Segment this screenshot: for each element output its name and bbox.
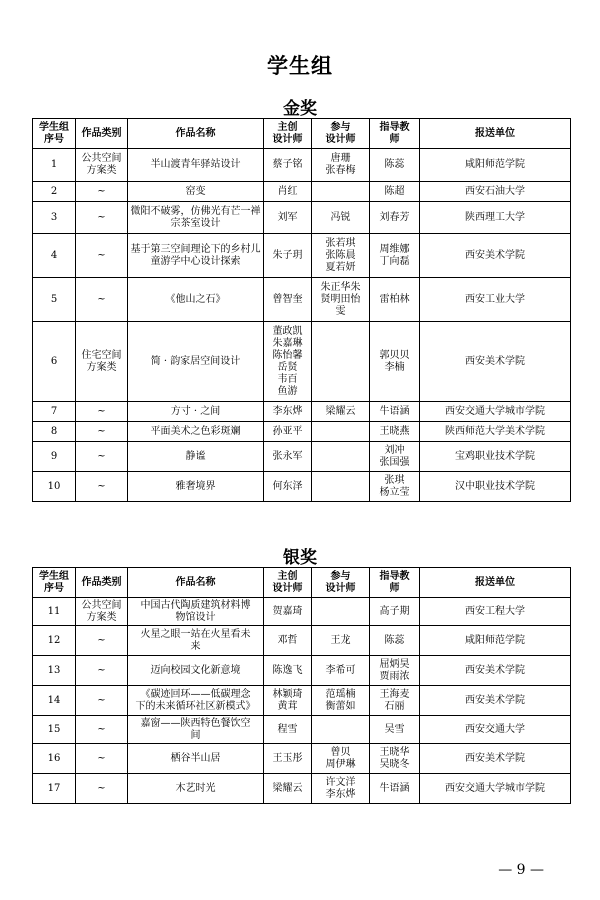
table-row bbox=[33, 686, 571, 716]
cell-work: 半山渡青年驿站设计 bbox=[128, 149, 264, 182]
cell-co-designer: 曾贝 周伊琳 bbox=[312, 744, 370, 774]
cell-co-designer bbox=[312, 598, 370, 626]
cell-category: ~ bbox=[76, 402, 128, 422]
cell-no: 2 bbox=[33, 182, 76, 202]
cell-main-designer: 何东泽 bbox=[264, 472, 312, 502]
cell-co-designer: 朱正华朱 贤明田怡 雯 bbox=[312, 278, 370, 322]
cell-advisor: 刘春芳 bbox=[370, 202, 420, 234]
cell-advisor: 陈蕊 bbox=[370, 149, 420, 182]
cell-no: 9 bbox=[33, 442, 76, 472]
cell-no: 10 bbox=[33, 472, 76, 502]
header-work: 作品名称 bbox=[128, 119, 264, 149]
cell-co-designer bbox=[312, 472, 370, 502]
cell-co-designer: 范瑶楠 衡蕾如 bbox=[312, 686, 370, 716]
silver-award-table bbox=[32, 567, 571, 804]
cell-no: 14 bbox=[33, 686, 76, 716]
cell-category: ~ bbox=[76, 442, 128, 472]
cell-category: ~ bbox=[76, 774, 128, 804]
cell-no: 3 bbox=[33, 202, 76, 234]
cell-advisor: 郭贝贝 李楠 bbox=[370, 322, 420, 402]
cell-work: 迈向校园文化新意境 bbox=[128, 656, 264, 686]
cell-category: ~ bbox=[76, 278, 128, 322]
cell-advisor: 刘冲 张国强 bbox=[370, 442, 420, 472]
table-row bbox=[33, 774, 571, 804]
cell-main-designer: 董政凯 朱嘉琳 陈怡馨 岳贤 韦百 鱼游 bbox=[264, 322, 312, 402]
cell-advisor: 周维娜 丁向磊 bbox=[370, 234, 420, 278]
cell-work: 方寸 · 之间 bbox=[128, 402, 264, 422]
cell-category: ~ bbox=[76, 234, 128, 278]
cell-work: 嘉窗——陕西特色餐饮空 间 bbox=[128, 716, 264, 744]
cell-work: 《他山之石》 bbox=[128, 278, 264, 322]
header-unit: 报送单位 bbox=[420, 119, 571, 149]
cell-unit: 西安交通大学 bbox=[420, 716, 571, 744]
cell-unit: 西安美术学院 bbox=[420, 744, 571, 774]
cell-category: ~ bbox=[76, 656, 128, 686]
cell-unit: 宝鸡职业技术学院 bbox=[420, 442, 571, 472]
cell-unit: 陕西理工大学 bbox=[420, 202, 571, 234]
cell-no: 12 bbox=[33, 626, 76, 656]
cell-advisor: 高子期 bbox=[370, 598, 420, 626]
cell-no: 1 bbox=[33, 149, 76, 182]
cell-unit: 西安石油大学 bbox=[420, 182, 571, 202]
cell-main-designer: 邓哲 bbox=[264, 626, 312, 656]
table-row bbox=[33, 598, 571, 626]
page-number: — 9 — bbox=[498, 862, 544, 878]
header-co-designer: 参与 设计师 bbox=[312, 568, 370, 598]
table-row bbox=[33, 422, 571, 442]
header-category: 作品类别 bbox=[76, 119, 128, 149]
cell-unit: 西安交通大学城市学院 bbox=[420, 774, 571, 804]
header-category: 作品类别 bbox=[76, 568, 128, 598]
cell-main-designer: 朱子玥 bbox=[264, 234, 312, 278]
table-row bbox=[33, 716, 571, 744]
cell-advisor: 牛语涵 bbox=[370, 402, 420, 422]
cell-category: ~ bbox=[76, 716, 128, 744]
cell-advisor: 王海麦 石丽 bbox=[370, 686, 420, 716]
table-row bbox=[33, 442, 571, 472]
cell-unit: 西安工业大学 bbox=[420, 278, 571, 322]
cell-advisor: 王晓燕 bbox=[370, 422, 420, 442]
cell-main-designer: 蔡子铭 bbox=[264, 149, 312, 182]
cell-co-designer bbox=[312, 322, 370, 402]
cell-unit: 西安交通大学城市学院 bbox=[420, 402, 571, 422]
cell-advisor: 雷柏林 bbox=[370, 278, 420, 322]
gold-section-title: 金奖 bbox=[283, 99, 317, 119]
cell-no: 16 bbox=[33, 744, 76, 774]
cell-unit: 西安美术学院 bbox=[420, 656, 571, 686]
cell-no: 8 bbox=[33, 422, 76, 442]
table-row bbox=[33, 656, 571, 686]
cell-co-designer: 许文洋 李东烨 bbox=[312, 774, 370, 804]
table-row bbox=[33, 472, 571, 502]
cell-co-designer bbox=[312, 716, 370, 744]
cell-no: 5 bbox=[33, 278, 76, 322]
cell-co-designer: 李希可 bbox=[312, 656, 370, 686]
cell-advisor: 屈炳昊 贾雨浓 bbox=[370, 656, 420, 686]
table-row bbox=[33, 202, 571, 234]
cell-main-designer: 梁耀云 bbox=[264, 774, 312, 804]
table-row bbox=[33, 402, 571, 422]
cell-work: 平面美术之色彩斑斓 bbox=[128, 422, 264, 442]
header-co-designer: 参与 设计师 bbox=[312, 119, 370, 149]
cell-main-designer: 王玉彤 bbox=[264, 744, 312, 774]
cell-main-designer: 贺嘉琦 bbox=[264, 598, 312, 626]
cell-co-designer bbox=[312, 182, 370, 202]
cell-work: 微阳不破雾，仿佛光有芒一禅 宗茶室设计 bbox=[128, 202, 264, 234]
table-header-row bbox=[33, 119, 571, 149]
cell-main-designer: 孙亚平 bbox=[264, 422, 312, 442]
cell-work: 基于第三空间理论下的乡村儿 童游学中心设计探索 bbox=[128, 234, 264, 278]
table-row bbox=[33, 278, 571, 322]
cell-category: 公共空间 方案类 bbox=[76, 598, 128, 626]
cell-main-designer: 张永军 bbox=[264, 442, 312, 472]
cell-co-designer: 王龙 bbox=[312, 626, 370, 656]
cell-unit: 汉中职业技术学院 bbox=[420, 472, 571, 502]
cell-work: 《碳迹回环——低碳理念 下的未来循环社区新模式》 bbox=[128, 686, 264, 716]
cell-no: 6 bbox=[33, 322, 76, 402]
header-unit: 报送单位 bbox=[420, 568, 571, 598]
cell-co-designer bbox=[312, 422, 370, 442]
cell-no: 17 bbox=[33, 774, 76, 804]
cell-advisor: 牛语涵 bbox=[370, 774, 420, 804]
header-work: 作品名称 bbox=[128, 568, 264, 598]
table-row bbox=[33, 149, 571, 182]
cell-advisor: 王晓华 吴晓冬 bbox=[370, 744, 420, 774]
page-title: 学生组 bbox=[267, 54, 333, 78]
cell-unit: 咸阳师范学院 bbox=[420, 626, 571, 656]
cell-main-designer: 程雪 bbox=[264, 716, 312, 744]
cell-category: 公共空间 方案类 bbox=[76, 149, 128, 182]
cell-category: ~ bbox=[76, 422, 128, 442]
cell-work: 火星之眼一站在火星看未 来 bbox=[128, 626, 264, 656]
cell-category: ~ bbox=[76, 686, 128, 716]
cell-category: ~ bbox=[76, 744, 128, 774]
cell-work: 雅奢境界 bbox=[128, 472, 264, 502]
cell-main-designer: 陈逸飞 bbox=[264, 656, 312, 686]
cell-main-designer: 李东烨 bbox=[264, 402, 312, 422]
cell-advisor: 吴雪 bbox=[370, 716, 420, 744]
cell-category: 住宅空间 方案类 bbox=[76, 322, 128, 402]
cell-no: 11 bbox=[33, 598, 76, 626]
cell-category: ~ bbox=[76, 472, 128, 502]
table-row bbox=[33, 744, 571, 774]
cell-main-designer: 曾智奎 bbox=[264, 278, 312, 322]
cell-work: 静谧 bbox=[128, 442, 264, 472]
cell-unit: 西安工程大学 bbox=[420, 598, 571, 626]
header-main-designer: 主创 设计师 bbox=[264, 568, 312, 598]
cell-work: 窑变 bbox=[128, 182, 264, 202]
cell-advisor: 陈蕊 bbox=[370, 626, 420, 656]
header-main-designer: 主创 设计师 bbox=[264, 119, 312, 149]
silver-section-title: 银奖 bbox=[283, 548, 317, 568]
cell-category: ~ bbox=[76, 626, 128, 656]
cell-work: 木艺时光 bbox=[128, 774, 264, 804]
table-row bbox=[33, 182, 571, 202]
cell-co-designer: 张若琪 张陈晨 夏若妍 bbox=[312, 234, 370, 278]
gold-award-table bbox=[32, 118, 571, 502]
header-no: 学生组 序号 bbox=[33, 119, 76, 149]
cell-co-designer: 梁耀云 bbox=[312, 402, 370, 422]
cell-no: 7 bbox=[33, 402, 76, 422]
cell-unit: 西安美术学院 bbox=[420, 234, 571, 278]
cell-main-designer: 林颖琦 黄茸 bbox=[264, 686, 312, 716]
header-advisor: 指导教 师 bbox=[370, 119, 420, 149]
cell-advisor: 陈超 bbox=[370, 182, 420, 202]
cell-no: 13 bbox=[33, 656, 76, 686]
cell-unit: 西安美术学院 bbox=[420, 686, 571, 716]
cell-unit: 西安美术学院 bbox=[420, 322, 571, 402]
cell-work: 中国古代陶质建筑材料博 物馆设计 bbox=[128, 598, 264, 626]
table-row bbox=[33, 234, 571, 278]
cell-co-designer bbox=[312, 442, 370, 472]
cell-category: ~ bbox=[76, 202, 128, 234]
cell-work: 栖谷半山居 bbox=[128, 744, 264, 774]
header-no: 学生组 序号 bbox=[33, 568, 76, 598]
cell-category: ~ bbox=[76, 182, 128, 202]
cell-no: 15 bbox=[33, 716, 76, 744]
table-row bbox=[33, 322, 571, 402]
cell-unit: 陕西师范大学美术学院 bbox=[420, 422, 571, 442]
cell-main-designer: 刘军 bbox=[264, 202, 312, 234]
cell-co-designer: 冯锐 bbox=[312, 202, 370, 234]
table-header-row bbox=[33, 568, 571, 598]
cell-no: 4 bbox=[33, 234, 76, 278]
cell-work: 简 · 韵家居空间设计 bbox=[128, 322, 264, 402]
cell-unit: 咸阳师范学院 bbox=[420, 149, 571, 182]
cell-co-designer: 唐珊 张春梅 bbox=[312, 149, 370, 182]
header-advisor: 指导教 师 bbox=[370, 568, 420, 598]
table-row bbox=[33, 626, 571, 656]
cell-main-designer: 肖红 bbox=[264, 182, 312, 202]
cell-advisor: 张琪 杨立莹 bbox=[370, 472, 420, 502]
